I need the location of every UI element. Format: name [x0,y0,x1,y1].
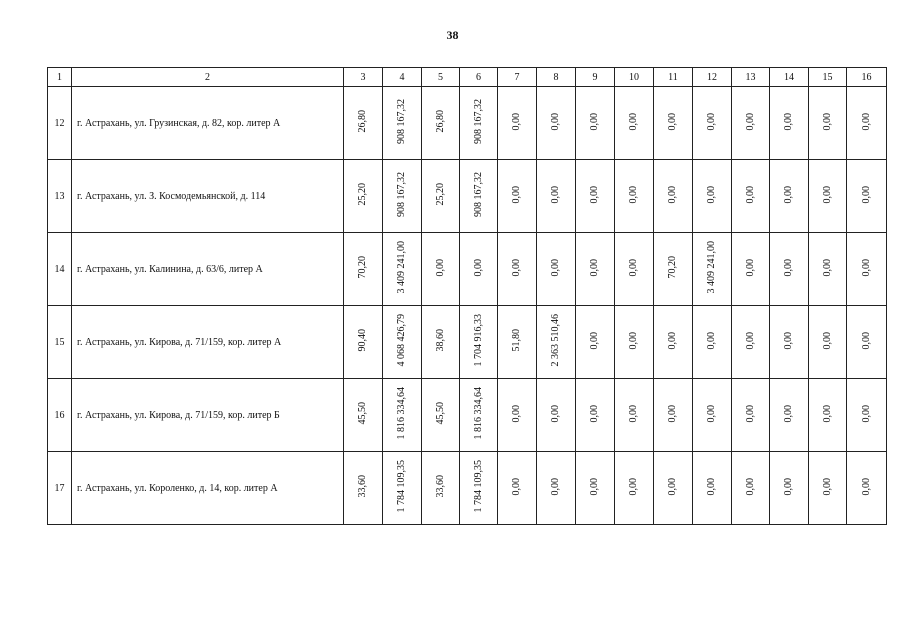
column-header-7: 7 [498,68,537,87]
value-text: 0,00 [589,477,600,496]
value-text: 33,60 [434,475,446,498]
column-header-10: 10 [615,68,654,87]
value-cell [422,452,460,525]
value-cell [615,452,654,525]
value-cell [344,452,383,525]
value-text: 0,00 [589,258,600,277]
row-number: 14 [48,233,72,306]
value-cell [809,379,847,452]
value-text: 1 704 916,33 [472,314,484,367]
value-cell [809,160,847,233]
value-cell [344,306,383,379]
column-header-6: 6 [460,68,498,87]
column-header-15: 15 [809,68,847,87]
value-text: 0,00 [628,404,639,423]
value-cell [615,160,654,233]
value-cell [537,160,576,233]
data-table [47,67,887,525]
value-text: 0,00 [744,185,756,204]
column-header-1: 1 [48,68,72,87]
value-cell [693,160,732,233]
column-header-16: 16 [847,68,887,87]
value-cell [809,233,847,306]
value-text: 0,00 [434,258,446,277]
value-cell [847,452,887,525]
value-cell [847,160,887,233]
table-row [48,87,887,160]
value-cell [537,87,576,160]
value-cell [654,452,693,525]
value-text: 0,00 [706,112,717,131]
value-cell [460,379,498,452]
value-text: 0,00 [706,404,717,423]
value-text: 0,00 [744,404,756,423]
value-cell [770,452,809,525]
table-row [48,306,887,379]
value-text: 1 784 109,35 [396,460,407,513]
value-cell [615,306,654,379]
address-cell: г. Астрахань, ул. Грузинская, д. 82, кор. литер А [72,87,344,160]
value-text: 0,00 [550,258,561,277]
page-number: 38 [446,28,459,42]
value-cell [770,379,809,452]
table-row [48,160,887,233]
value-text: 0,00 [783,185,794,204]
value-cell [422,233,460,306]
value-cell [732,379,770,452]
table-row [48,233,887,306]
value-text: 0,00 [628,258,639,277]
column-header-2: 2 [72,68,344,87]
column-header-5: 5 [422,68,460,87]
value-cell [693,306,732,379]
value-cell [809,306,847,379]
column-header-3: 3 [344,68,383,87]
table-row [48,452,887,525]
table-body [48,68,887,525]
value-cell [344,233,383,306]
value-cell [847,379,887,452]
value-text: 0,00 [821,477,833,496]
value-text: 0,00 [550,477,561,496]
value-text: 0,00 [550,112,561,131]
value-text: 0,00 [860,185,872,204]
value-text: 0,00 [472,258,484,277]
table-row [48,379,887,452]
value-cell [576,87,615,160]
value-cell [654,160,693,233]
value-cell [732,306,770,379]
value-cell [383,87,422,160]
value-text: 70,20 [667,256,678,279]
value-cell [615,233,654,306]
value-text: 0,00 [628,331,639,350]
value-text: 0,00 [821,258,833,277]
value-text: 2 363 510,46 [550,314,561,367]
value-cell [770,233,809,306]
value-text: 0,00 [511,185,522,204]
row-number: 17 [48,452,72,525]
row-number: 12 [48,87,72,160]
value-text: 0,00 [706,477,717,496]
value-cell [615,87,654,160]
value-text: 0,00 [744,477,756,496]
value-text: 3 409 241,00 [396,241,407,294]
value-cell [537,379,576,452]
value-cell [498,87,537,160]
value-cell [770,306,809,379]
value-cell [770,160,809,233]
value-text: 0,00 [821,185,833,204]
value-cell [693,452,732,525]
value-text: 0,00 [628,477,639,496]
value-text: 0,00 [744,112,756,131]
value-cell [809,452,847,525]
value-cell [576,233,615,306]
address-cell: г. Астрахань, ул. Короленко, д. 14, кор. литер А [72,452,344,525]
value-cell [344,379,383,452]
value-cell [498,452,537,525]
value-cell [732,452,770,525]
value-text: 0,00 [860,404,872,423]
value-cell [460,233,498,306]
value-text: 0,00 [860,331,872,350]
value-cell [615,379,654,452]
value-text: 0,00 [511,258,522,277]
column-header-14: 14 [770,68,809,87]
address-cell: г. Астрахань, ул. З. Космодемьянской, д. 114 [72,160,344,233]
value-cell [576,379,615,452]
value-text: 0,00 [628,112,639,131]
value-cell [576,160,615,233]
value-text: 45,50 [357,402,368,425]
value-text: 25,20 [434,183,446,206]
value-cell [576,306,615,379]
address-cell: г. Астрахань, ул. Кирова, д. 71/159, кор. литер А [72,306,344,379]
value-text: 0,00 [860,477,872,496]
value-cell [383,379,422,452]
value-text: 90,40 [357,329,368,352]
value-text: 0,00 [667,477,678,496]
value-cell [732,87,770,160]
value-text: 0,00 [511,477,522,496]
value-text: 0,00 [860,112,872,131]
value-text: 70,20 [357,256,368,279]
value-cell [460,452,498,525]
value-cell [383,160,422,233]
value-text: 25,20 [357,183,368,206]
value-text: 45,50 [434,402,446,425]
value-text: 0,00 [821,112,833,131]
value-text: 4 068 426,79 [396,314,407,367]
value-text: 0,00 [744,258,756,277]
value-cell [654,306,693,379]
value-text: 0,00 [667,331,678,350]
value-cell [654,87,693,160]
value-text: 0,00 [589,404,600,423]
value-text: 908 167,32 [396,172,407,217]
address-cell: г. Астрахань, ул. Калинина, д. 63/6, литер А [72,233,344,306]
value-text: 0,00 [821,404,833,423]
value-cell [847,233,887,306]
value-text: 0,00 [667,185,678,204]
value-text: 0,00 [706,331,717,350]
column-header-9: 9 [576,68,615,87]
value-text: 0,00 [511,112,522,131]
column-header-13: 13 [732,68,770,87]
value-text: 908 167,32 [472,172,484,217]
value-cell [498,306,537,379]
value-text: 908 167,32 [472,99,484,144]
value-text: 0,00 [589,112,600,131]
value-text: 0,00 [589,331,600,350]
value-cell [460,306,498,379]
value-text: 33,60 [357,475,368,498]
value-text: 0,00 [706,185,717,204]
value-cell [732,233,770,306]
row-number: 13 [48,160,72,233]
value-cell [809,87,847,160]
value-cell [693,233,732,306]
value-cell [576,452,615,525]
value-text: 0,00 [783,477,794,496]
value-text: 0,00 [550,404,561,423]
value-cell [422,379,460,452]
value-cell [498,160,537,233]
value-text: 38,60 [434,329,446,352]
value-text: 0,00 [667,404,678,423]
row-number: 15 [48,306,72,379]
value-cell [537,233,576,306]
value-cell [460,87,498,160]
value-text: 1 784 109,35 [472,460,484,513]
header-row [48,68,887,87]
value-cell [422,306,460,379]
value-text: 0,00 [783,331,794,350]
value-text: 0,00 [783,258,794,277]
value-cell [344,87,383,160]
value-cell [770,87,809,160]
value-cell [383,306,422,379]
value-cell [693,87,732,160]
value-cell [654,233,693,306]
value-text: 0,00 [783,112,794,131]
value-text: 908 167,32 [396,99,407,144]
value-cell [383,452,422,525]
value-text: 1 816 334,64 [472,387,484,440]
value-cell [732,160,770,233]
value-text: 0,00 [511,404,522,423]
value-cell [654,379,693,452]
row-number: 16 [48,379,72,452]
value-cell [460,160,498,233]
value-text: 0,00 [550,185,561,204]
column-header-4: 4 [383,68,422,87]
value-text: 0,00 [860,258,872,277]
value-cell [498,379,537,452]
value-text: 1 816 334,64 [396,387,407,440]
value-text: 0,00 [821,331,833,350]
value-text: 0,00 [628,185,639,204]
value-text: 0,00 [589,185,600,204]
value-cell [847,306,887,379]
value-text: 0,00 [667,112,678,131]
value-cell [422,87,460,160]
value-text: 0,00 [744,331,756,350]
value-cell [383,233,422,306]
column-header-11: 11 [654,68,693,87]
value-text: 51,80 [511,329,522,352]
value-cell [498,233,537,306]
value-cell [847,87,887,160]
column-header-8: 8 [537,68,576,87]
value-cell [344,160,383,233]
value-cell [693,379,732,452]
address-cell: г. Астрахань, ул. Кирова, д. 71/159, кор. литер Б [72,379,344,452]
value-text: 26,80 [434,110,446,133]
value-text: 3 409 241,00 [706,241,717,294]
value-text: 0,00 [783,404,794,423]
column-header-12: 12 [693,68,732,87]
value-cell [537,306,576,379]
value-cell [422,160,460,233]
value-text: 26,80 [357,110,368,133]
value-cell [537,452,576,525]
